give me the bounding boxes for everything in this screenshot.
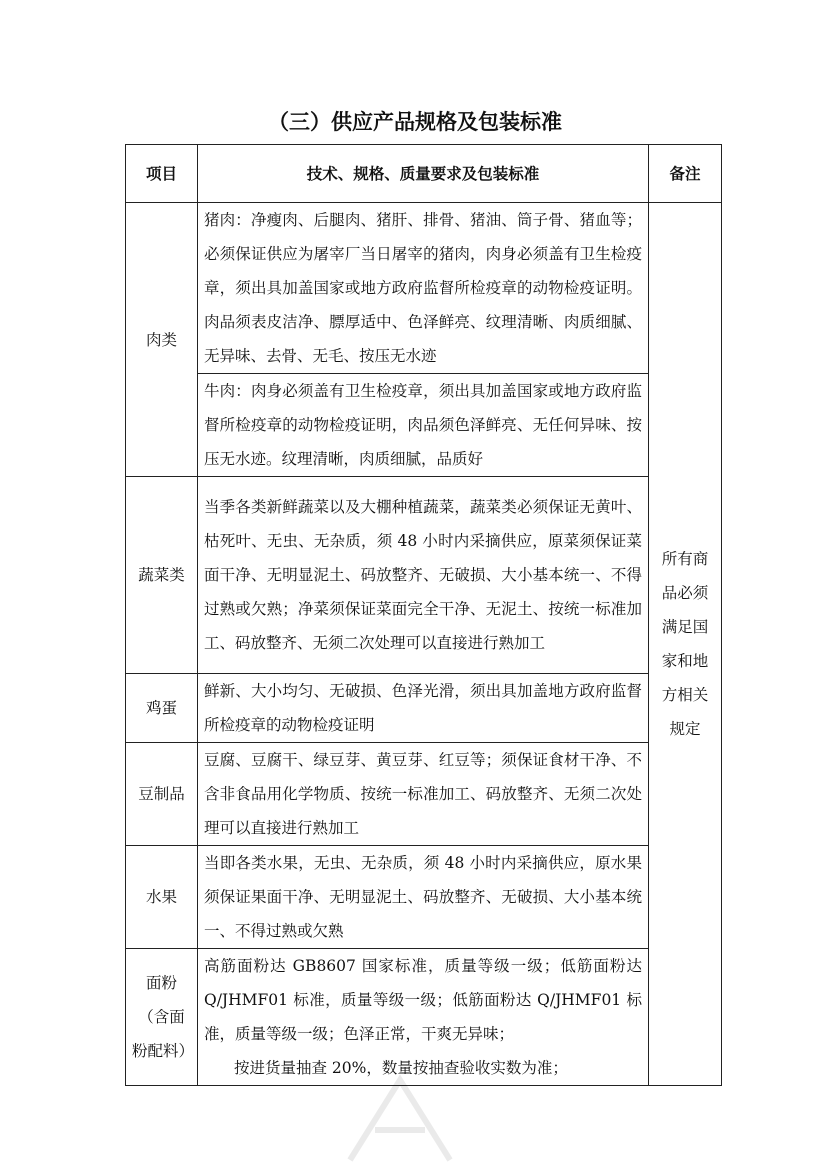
table-row [126,674,722,743]
row-item-flour: 面粉（含面粉配料） [126,949,198,1086]
row-spec-beef: 牛肉：肉身必须盖有卫生检疫章，须出具加盖国家或地方政府监督所检疫章的动物检疫证明，肉品须色泽鲜亮、无任何异味、按压无水迹。纹理清晰，肉质细腻，品质好 [198,374,649,477]
table-row [126,743,722,846]
row-item-meat: 肉类 [126,203,198,477]
header-row [126,145,722,203]
header-note: 备注 [649,145,722,203]
page-title: （三）供应产品规格及包装标准 [268,110,562,134]
row-item-tofu: 豆制品 [126,743,198,846]
table-row [126,203,722,374]
row-item-fruit: 水果 [126,846,198,949]
header-item: 项目 [126,145,198,203]
row-spec-fruit: 当即各类水果，无虫、无杂质，须 48 小时内采摘供应，原水果须保证果面干净、无明显泥土、码放整齐、无破损、大小基本统一、不得过熟或欠熟 [198,846,649,949]
row-item-eggs: 鸡蛋 [126,674,198,743]
row-spec-pork: 猪肉：净瘦肉、后腿肉、猪肝、排骨、猪油、筒子骨、猪血等；必须保证供应为屠宰厂当日屠宰的猪肉，肉身必须盖有卫生检疫章，须出具加盖国家或地方政府监督所检疫章的动物检疫证明。肉品须表皮洁净、膘厚适中、色泽鲜亮、纹理清晰、肉质细腻、无异味、去骨、无毛、按压无水迹 [198,203,649,374]
flour-spec-text-2: 按进货量抽查 20%，数量按抽查验收实数为准； [234,1059,568,1077]
flour-spec-text: 高筋面粉达 GB8607 国家标准，质量等级一级；低筋面粉达 Q/JHMF01 标准，质量等级一级；低筋面粉达 Q/JHMF01 标准，质量等级一级；色泽正常，干爽无异味； [204,957,642,1043]
header-spec: 技术、规格、质量要求及包装标准 [198,145,649,203]
spec-table [125,144,722,1086]
row-spec-eggs: 鲜新、大小均匀、无破损、色泽光滑，须出具加盖地方政府监督所检疫章的动物检疫证明 [198,674,649,743]
row-item-vegetables: 蔬菜类 [126,477,198,674]
row-spec-vegetables: 当季各类新鲜蔬菜以及大棚种植蔬菜，蔬菜类必须保证无黄叶、枯死叶、无虫、无杂质，须 48 小时内采摘供应，原菜须保证菜面干净、无明显泥土、码放整齐、无破损、大小基本统一、不得过熟或欠熟；净菜须保证菜面完全干净、无泥土、按统一标准加工、码放整齐、无须二次处理可以直接进行熟加工 [198,477,649,674]
watermark-icon [330,1060,470,1170]
table-row [126,374,722,477]
table-row [126,846,722,949]
row-spec-tofu: 豆腐、豆腐干、绿豆芽、黄豆芽、红豆等；须保证食材干净、不含非食品用化学物质、按统一标准加工、码放整齐、无须二次处理可以直接进行熟加工 [198,743,649,846]
note-cell: 所有商品必须满足国家和地方相关规定 [649,203,722,1086]
table-row [126,477,722,674]
